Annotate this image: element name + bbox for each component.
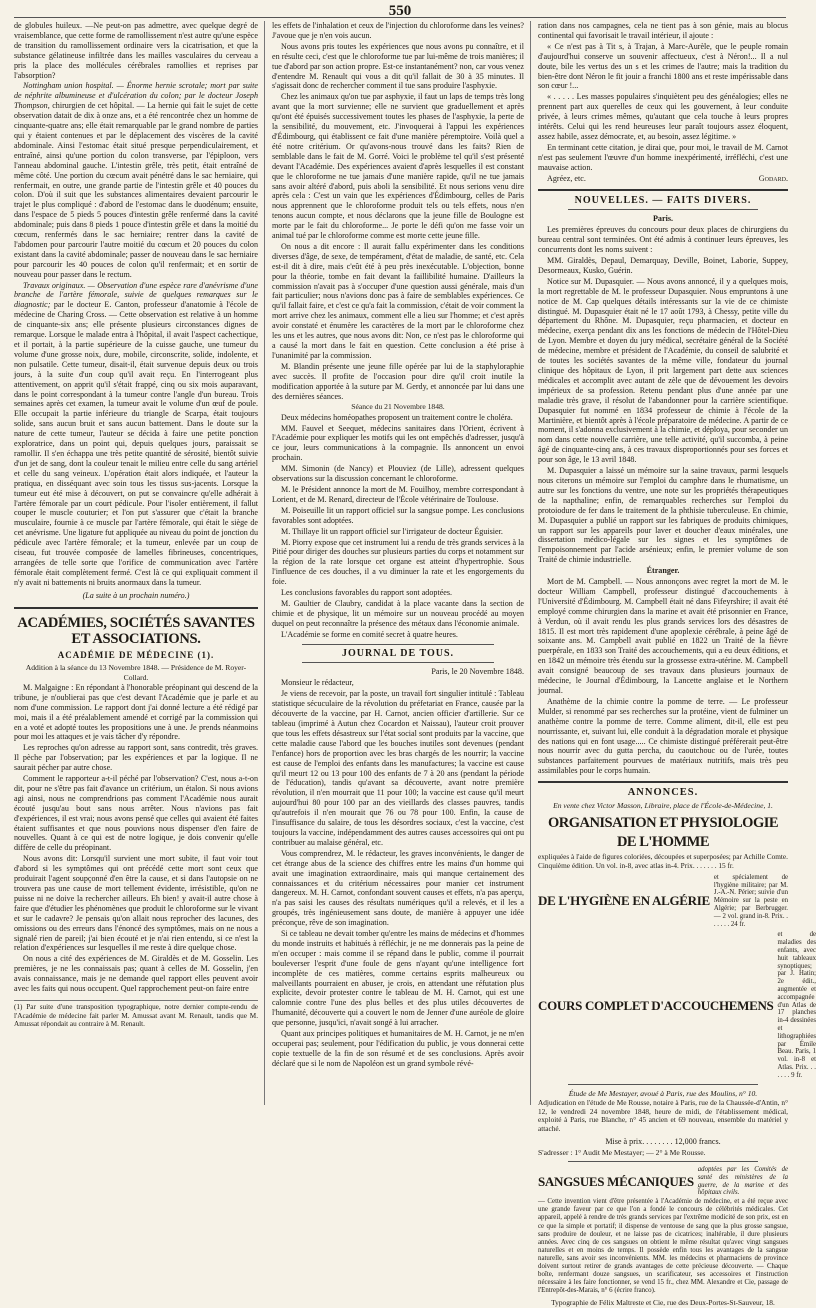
paragraph: M. Malgaigne : En répondant à l'honorable préopinant qui descend de la tribune, je n'oublierai pas que c'est devant l'Académie que je parle et au nom d'une commission. Le rapport dont j'ai donné lecture a été rédigé par moi, mais il a été préalablement amendé et corrigé par la commission qui en a voté et adopté toutes les propositions une à une. Je prends néanmoins pour moi les attaques et je vais tâcher d'y répondre. xyxy=(14,683,258,742)
section-rule xyxy=(538,781,788,783)
column-2 xyxy=(272,21,524,1105)
paragraph: M. Piorry expose que cet instrument lui a rendu de très grands services à la Pitié pour diriger des douches sur plusieurs parties du corps et notamment sur la région de la rate lorsque cet organe est atteint d'hypertrophie. Sous l'influence de ces douches, il a vu diminuer la rate et les engorgements du foie. xyxy=(272,538,524,588)
signoff-text: Agréez, etc. xyxy=(547,174,586,183)
ad-title: ORGANISATION ET PHYSIOLOGIE DE L'HOMME xyxy=(538,814,788,852)
paragraph xyxy=(14,81,258,279)
ad-note: adoptées par les Comités de santé des ministères de la guerre, de la marine et des hôpitaux civils. xyxy=(698,1166,788,1197)
paragraph: Je viens de recevoir, par la poste, un travail fort singulier intitulé : Tableau statistique sécuculaire de la révolution du préfetariat en France, causée par la découverte de la vaccine, par H. Carnot, ancien officier d'artillerie. Sur ce tableau (imprimé à Autun chez Cocardon et Naissau), l'auteur croit prouver que tous les effets désastreux sur l'état social sont produits par la vaccine, que cette maladie cause l'abord que les bouches inutiles sont devenues (pendant l'enfance) hors de proportion avec les bras chargés de les nourrir; la vaccine est cause de l'emploi des enfants dans les manufactures; la vaccine est cause qu'il meurt 12 ou 13 pour 100 des enfants de 7 à 20 ans (pendant la période de l'éducation), tandis qu'avant sa découverte, avant notre première révolution, il n'en mourrait que 11 pour 100; la vaccine est cause qu'il meurt aujourd'hui 80 pour 100 par an des vieillards des classes pauvres, tandis qu'autrefois il n'en mourait que 76 ou 78 pour 100. Enfin, la cause de l'insuffisance du salaire, de tous les désordres sociaux, c'est la vaccine, c'est toujours la vaccine, indépendamment des autres causes accessoires qui ont pu contribuer au malaise général, etc. xyxy=(272,689,524,848)
paragraph: En terminant cette citation, je dirai que, pour moi, le travail de M. Carnot n'est pas seulement l'œuvre d'un homme inexpérimenté, irréfléchi, c'est une mauvaise action. xyxy=(538,143,788,173)
paragraph: de globules huileux. —Ne peut-on pas admettre, avec quelque degré de vraisemblance, que cette forme de ramollissement n'est autre qu'une espèce de transition du ramollissement ordinaire vers la cicatrisation, et que la substance gélatineuse infiltrée dans les mailles vasculaires du cerveau a pris la place des mollécules cérébrales ramollies et reprises par l'absorption? xyxy=(14,21,258,80)
section-subheading: ACADÉMIE DE MÉDECINE (1). xyxy=(14,651,258,661)
section-heading: ANNONCES. xyxy=(538,788,788,798)
paragraph: Les premières épreuves du concours pour deux places de chirurgiens du bureau central sont terminées. Ont été admis à continuer leurs épreuves, les concurrents dont les noms suivent : xyxy=(538,225,788,255)
section-rule xyxy=(568,209,758,210)
paragraph: L'Académie se forme en comité secret à quatre heures. xyxy=(272,630,524,640)
paragraph: Nous avons pris toutes les expériences que nous avons pu connaître, et il en résulte ceci, c'est que le chloroforme tue par lui-même de trois manières; il tue d'abord par son action propre. Est-ce instantanément? non, car vous venez d'entendre M. Renault qui vous a dit qu'il fallait de 30 à 35 minutes. Il s'agissait donc de rechercher comment il tue sans produire l'asphyxie. xyxy=(272,42,524,92)
ad-text: expliquées à l'aide de figures coloriées, découpées et superposées; par Achille Comte. Cinquième édition. Un vol. in-8, avec atlas in-4. Prix. . . . . . . 15 fr. xyxy=(538,853,788,871)
header-rule xyxy=(14,17,786,18)
ad-row xyxy=(538,874,788,929)
ad-rule xyxy=(568,1161,758,1162)
paragraph: « . . . . . Les masses populaires s'inquiètent peu des généalogies; elles ne prennent part aux querelles de ceux qui les gouvernent, à leur conduite privée, à leurs crimes mêmes, qu'autant que cela touche à leurs propres intérêts. Celui qui les rend heureuses leur paraît toujours assez éloquent, assez habile, assez démocrate, et, au besoin, assez légitime. » xyxy=(538,92,788,142)
paragraph: MM. Fauvel et Seequet, médecins sanitaires dans l'Orient, écrivent à l'Académie pour expliquer les motifs qui les ont empêchés d'adresser, jusqu'à ce jour, leurs communications à la compagnie. Ils annoncent un envoi prochain. xyxy=(272,424,524,464)
section-rule xyxy=(302,662,494,663)
paragraph: Vous comprendrez, M. le rédacteur, les graves inconvénients, le danger de cet étrange abus de la science des chiffres entre les mains d'un homme qui avait une imagination extraordinaire, mais qui manque certainement des connaissances et du critérium nécessaires pour manier cet instrument dangereux. M. H. Carnot, confondant souvent causes et effets, n'a pas aperçu, n'a pas saisi les causes des résultats numériques qu'il a relevés, et il les a groupés, très ingénieusement sans doute, de manière à appuyer une idée préconçue, rêve de son imagination. xyxy=(272,849,524,928)
paragraph: Les reproches qu'on adresse au rapport sont, sans contredit, très graves. Il pèche par l'observation; par les expériences et par la logique. Il ne saurait pécher par autre chose. xyxy=(14,743,258,773)
ad-publisher: En vente chez Victor Masson, Libraire, place de l'École-de-Médecine, 1. xyxy=(538,801,788,810)
page-number: 550 xyxy=(0,3,800,20)
paragraph: MM. Giraldès, Depaul, Demarquay, Deville, Boinet, Laborie, Suppey, Desormeaux, Kusko, Guérin. xyxy=(538,256,788,276)
paragraph: Si ce tableau ne devait tomber qu'entre les mains de médecins et d'hommes du monde instruits et habitués à réfléchir, je ne me donnerais pas la peine de m'en occuper : mais comme il se répand dans le public, comme il pourrait bouleverser l'esprit d'une foule de gens n'ayant qu'une intelligence fort incomplète de ces matières, comme certains esprits malheureux ou malveillants pourraient en abuser, je crois, en attendant une réfutation plus explicite, devoir protester contre le tableau de M. H. Carnot, qui est une calomnie contre l'une des plus belles et des plus utiles découvertes de l'humanité, découverte qui a couvert le nom de Jenner d'une auréole de gloire que personne, jusqu'ici, n'avait songé à lui arracher. xyxy=(272,929,524,1028)
paragraph: les effets de l'inhalation et ceux de l'injection du chloroforme dans les veines? J'avoue que je n'en vois aucun. xyxy=(272,21,524,41)
paragraph: Deux médecins homéopathes proposent un traitement contre le choléra. xyxy=(272,413,524,423)
ad-title: SANGSUES MÉCANIQUES xyxy=(538,1177,694,1187)
paragraph: « Ce n'est pas à Tit s, à Trajan, à Marc-Aurèle, que le peuple romain d'aujourd'hui conserve un souvenir affectueux, c'est à Néron!... Il a nul doute, bile les vertus des un s et les crimes de l'autre; mais la tradition du bien-être dont Néron le fit jouir a franchi 1800 ans et reste impérissable dans son cœur !... xyxy=(538,42,788,92)
session-line: Séance du 21 Novembre 1848. xyxy=(272,402,524,411)
signature: Godard. xyxy=(750,174,788,184)
salutation: Monsieur le rédacteur, xyxy=(272,678,524,688)
column-divider xyxy=(530,21,531,1105)
paragraph: Les conclusions favorables du rapport sont adoptées. xyxy=(272,588,524,598)
ad-price: Mise à prix. . . . . . . . 12,000 francs. xyxy=(538,1137,788,1147)
section-rule xyxy=(14,607,258,609)
ad-contact: S'adresser : 1° Audit Me Mestayer; — 2° à Me Rousse. xyxy=(538,1148,788,1157)
paragraph: M. Poiseuille lit un rapport officiel sur la sangsue pompe. Les conclusions favorables sont adoptées. xyxy=(272,506,524,526)
signoff xyxy=(538,174,788,184)
article-body: chirurgien de cet hôpital. — La hernie qui fait le sujet de cette observation datait de dix à onze ans, et a été rencontrée chez un homme de cinquante-quatre ans; elle était remarquable par le grand nombre de parties qui y étaient contenues et par le déplacement des viscères de la cavité abdominale. Ainsi l'estomac était situé presque perpendiculairement, et entraîné, ainsi qu'une portion du colon transverse, par l'épiploon, vers l'anneau abdominal gauche. L'intestin grêle, très petit, était entraîné de même côté. Une portion du cœcum avait pénétré dans le sac herniaire, qui renfermait, en outre, une grande partie de l'intestin grêle et 40 pouces du colon. D'où il suit que les substances alimentaires devaient parcourir le trajet le plus compliqué : d'abord de l'estomac dans le duodénum; ensuite, dans l'espace de 5 pieds 5 pouces d'intestin grêle renfermé dans la cavité abdominale; puis dans 8 pieds 1 pouce d'intestin grêle et dans la moitié du cœcum, renfermés dans le sac herniaire; rentrer dans la cavité de l'abdomen pour parcourir l'autre moitié du cœcum et 20 pouces du colon existant dans la cavité abdominale; passer de nouveau dans le sac herniaire pour parcourir les 40 pouces de colon qu'il renfermait; et en sortir de nouveau pour passer dans le rectum. xyxy=(14,101,258,278)
article-heading: Travaux originaux. — Observation d'une espèce rare d'anévrisme d'une branche de l'artère fémorale, suivie de quelques remarques sur le diagnostic; xyxy=(14,281,258,310)
article-heading: Nottingham union hospital. — Énorme hernie scrotale; mort par suite de néphrite albumineuse et d'ulcération du colon; par le docteur Joseph Thompson, xyxy=(14,81,258,110)
section-rule xyxy=(302,644,494,645)
ad-note: et spécialement de l'hygiène militaire; par M. J.-A.-N. Périer; suivie d'un Mémoire sur la peste en Algérie; par Berbrugger. — 2 vol. grand in-8. Prix. . . . . . . 24 fr. xyxy=(714,874,788,929)
ad-title: DE L'HYGIÈNE EN ALGÉRIE xyxy=(538,896,710,906)
paragraph: On nous a dit encore : Il aurait fallu expérimenter dans les conditions diverses d'âge, de sexe, de tempérament, d'état de maladie, de santé, etc. Cela est-il dit à dire, mais c'eût été à peu près inexécutable. L'objection, bonne pour la théorie, tombe en fait devant la faillibilité humaine. D'ailleurs la commission n'avait pas à s'occuper d'une question aussi générale, mais d'un fait particulier; nous n'avions donc pas à faire de semblables expériences. Ce qu'il fallait faire, et c'est ce qu'a fait la commission, c'était de voir comment la mort arrive chez les animaux, comment elle a lieu sur l'homme; et c'est après avoir constaté et énumère les caractères de la mort par le chloroforme chez les uns et les autres, que nous avons dit: Non, ce n'est pas le chloroforme qui a causé la mort dans le fait en question. Cette conclusion a été prise à l'unanimité par la commission. xyxy=(272,242,524,361)
paragraph: ration dans nos campagnes, cela ne tient pas à son génie, mais au blocus continental qui favorisait le travail intérieur, il ajoute : xyxy=(538,21,788,41)
ad-rule xyxy=(568,1084,758,1085)
section-heading: JOURNAL DE TOUS. xyxy=(272,649,524,659)
subsection-title: Paris. xyxy=(538,214,788,224)
article-body: par le docteur E. Canton, professeur d'anatomie à l'école de médecine de Charing Cross. — Cette observation est relative à un homme de cinquante-six ans; elle présente plusieurs circonstances dignes de remarque. Lorsque le malade entra à l'hôpital, il avait l'aspect cachectique, et il portait, à la partie supérieure de la cuisse gauche, une tumeur du volume d'une grosse noix, dure, mobile, circonscrite, solide, indolente, et non pulsatile. Cette tumeur, disait-il, était survenue depuis deux ou trois jours, à la suite d'un coup qu'il avait reçu. En l'interrogeant plus attentivement, on apprit qu'il s'était frappé, cinq ou six mois auparavant, dans le point correspondant à la tumeur contre l'angle d'un bureau. Trois semaines après cet examen, la tumeur avait le volume d'un œuf de poule. Elle occupait la partie inférieure du triangle de Scarpa, était toujours solide, sans aucun bruit et sans aucun battement. Dans le doute sur la nature de cette tumeur, l'auteur se décida à faire une petite ponction exploratrice, dans un point qui, depuis quelques jours, paraissait se ramollir. Il s'en échappa une très petite quantité de sérosité, bientôt suivie d'un jet de sang, dont la couleur tenait le milieu entre celle du sang artériel et celle du sang veineux. L'opération était alors indiquée, et l'auteur la pratiqua, en disséquant avec soin tous les tissus sus-jacents. Lorsque la tumeur eut été mise à découvert, on put se convaincre qu'elle adhérait à l'artère fémorale par un court pédicule. Pour l'isoler entièrement, il fallut couper le muscle couturier; et l'on put s'assurer que c'était la branche musculaire, fournie à ce muscle par l'artère fémorale, qui était le siège de cet anévrisme. Une ligature fut appliquée au niveau du point de jonction du pédicule avec l'artère fémorale; et la tumeur, enlevée par un coup de ciseau, fut trouvée composée de lamelles fibrineuses, concentriques, arrangées de telle sorte que l'orifice de communication avec l'artère fémorale était complètement fermé. C'est là ce qui expliquait comment il n'y avait ni battements ni bruits anormaux dans la tumeur. xyxy=(14,300,258,586)
paragraph: Notice sur M. Dupasquier. — Nous avons annoncé, il y a quelques mois, la mort regrettable de M. le professeur Dupasquier. Nous empruntons à une notice de M. Cap quelques détails intéressants sur la vie de ce chimiste distingué. M. Dupasquier était né le 17 août 1793, à Chessy, petite ville du département du Rhône. M. Dupasquier, reçu pharmacien, et docteur en médecine, exerça pendant dix ans les fonctions de médecin de l'Hôtel-Dieu de Lyon. Membre et doyen du jury médical, secrétaire général de la Société de médecine, membre et président de l'Académie, du conseil de salubrité et de toutes les sociétés savantes de la même ville, fondateur du journal clinique des hôpitaux de Lyon, il prit largement part dette aux sciences médicales et accomplit avec autant de zèle que de dévouement les devoirs impérieux de sa profession. Retenu pendant plus d'une année par une maladie très grave, il résolut de l'abandonner pour la carrière scientifique. Dupasquier fut nommé en 1834 professeur de chimie à l'école de la Martinière, et bientôt après à l'école préparatoire de médecine. A partir de ce moment, il s'adonna exclusivement à la chimie, et déploya, pour seconder un nom dans cette nouvelle carrière, une telle activité, qu'il succomba, à peine âgé de cinquante-cinq ans, à ces travaux disproportionnés pour ses forces et pour son âge, le 13 avril 1848. xyxy=(538,277,788,465)
paragraph: Mort de M. Campbell. — Nous annonçons avec regret la mort de M. le docteur William Campbell, professeur distingué d'accouchements à l'Université d'Édimbourg. M. Campbell était né dans Fifeyrshire; il avait été employé comme chirurgien dans la marine et avait été prisonnier en France, à Verdun, où il avait rendu les plus grands services lors des désastres de 1815. Il est mort très rapidement d'une apoplexie cérébrale, à peine âgé de soixante ans. M. Campbell avait publié en 1822 un Traité de la fièvre puerpérale, en 1833 son Traité des accouchements, qui a eu deux éditions, et en 1842 un mémoire très étendu sur la grossesse extra-utérine. M. Campbell avait consigné beaucoup de ses travaux dans plusieurs journaux de médecine, le Journal d'Édimbourg, la Lancette anglaise et le Northern journal. xyxy=(538,577,788,696)
ad-text: Adjudication en l'étude de Me Rousse, notaire à Paris, rue de la Chaussée-d'Antin, n° 12, le vendredi 24 novembre 1848, heure de midi, de l'établissement médical, exploité à Paris, rue Blanche, n° 45 ancien et 69 nouveau, ensemble du matériel y attaché. xyxy=(538,1099,788,1134)
paragraph: On nous a cité des expériences de M. Giraldès et de M. Gosselin. Les premières, je ne les connaissais pas; quant à celles de M. Gosselin, j'en avais connaissance, mais je ne demande quel rapport elles peuvent avoir avec les faits qui nous occupent. Quel rapprochement peut-on faire entre xyxy=(14,954,258,994)
paragraph: M. Blandin présente une jeune fille opérée par lui de la staphyloraphie avec succès. Il profite de l'occasion pour dire qu'il croit inutile la modification apportée à la suture par M. Gerdy, et annoncée par lui dans une des dernières séances. xyxy=(272,362,524,402)
ad-note: et de maladies des enfants, avec huit tableaux synoptiques; par J. Hatin; 2e édit., augmentée et accompagnée d'un Atlas de 17 planches in-4 dessinées et lithographiées par Émile Beau. Paris, 1 vol. in-8 et Atlas. Prix. . . . . . . 9 fr. xyxy=(778,931,816,1079)
column-divider xyxy=(264,21,265,1105)
paragraph: MM. Simonin (de Nancy) et Plouviez (de Lille), adressent quelques observations sur la discussion concernant le chloroforme. xyxy=(272,464,524,484)
dateline: Paris, le 20 Novembre 1848. xyxy=(272,667,524,677)
paragraph: M. Gaultier de Claubry, candidat à la place vacante dans la section de chimie et de physique, lit un mémoire sur un nouveau procédé au moyen duquel on peut reconnaître la présence des métaux dans l'économie animale. xyxy=(272,599,524,629)
paragraph: M. Thillaye lit un rapport officiel sur l'irrigateur de docteur Éguisier. xyxy=(272,527,524,537)
paragraph xyxy=(14,281,258,588)
column-3 xyxy=(538,21,788,1105)
section-heading: NOUVELLES. — FAITS DIVERS. xyxy=(538,196,788,206)
paragraph: Quant aux principes politiques et humanitaires de M. H. Carnot, je ne m'en occuperai pas; seulement, pour l'édification du public, je vous donnerai cette copie textuelle de la fin de son résumé et de ses conclusions. Après avoir déclaré que si le nom de Napoléon est un grand symbole révé- xyxy=(272,1029,524,1069)
section-rule xyxy=(538,189,788,191)
ad-text: — Cette invention vient d'être présentée à l'Académie de médecine, et a été reçue avec une grande faveur par ce que l'on a fondé le concours de célébrités médicales. Cet appareil, appelé à rendre de très grands services par l'extrême modicité de son prix, est en ce que la simple et portatif; il dispense de ventouse de sang que la plus grosse sangsue, sans produire de douleur, et ne laisse pas de cicatrices; inaltérable, il dure plusieurs années. Avec cinq de ces sangsues on obtient le même résultat qu'avec vingt sangsues naturelles et en moins de temps. Il possède enfin tous les avantages de la sangsue naturelle, sans avoir ses inconvénients. MM. les médecins et pharmaciens de province doivent surtout retirer de grands avantages de cette précieuse découverte. — Chaque boîte, renfermant douze sangsues, un scarificateur, ses accessoires et l'instruction nécessaire à les faire fonctionner, se vend 15 fr., chez MM. Alexandre et Cie, passage de l'Entrepôt-des-Marais, n° 6 (écrire franco). xyxy=(538,1198,788,1295)
section-heading: ACADÉMIES, SOCIÉTÉS SAVANTES ET ASSOCIATIONS. xyxy=(14,615,258,647)
paragraph: Anathème de la chimie contre la pomme de terre. — Le professeur Mulder, si renommé par ses recherches sur la protéine, vient de fulminer un anathème contre la pomme de terre. Comme aliment, dit-il, elle est peu nourrissante, et, suivant lui, elle conduit à la dégradation morale et physique des nations qui en font usage..... Ce chimiste distingué préférerait peut-être nous nourrir avec du gutta percha, du caoutchouc ou de l'urée, toutes substances parfaitement pourvues de matériaux nutritifs, mais très peu assimilables pour le corps humain. xyxy=(538,697,788,776)
paragraph: M. Dupasquier a laissé un mémoire sur la saine travaux, parmi lesquels nous citerons un mémoire sur l'emploi du camphre dans le rhumatisme, un autre sur les fonctions du ventre, une note sur les propriétés thérapeutiques de la napthaline; enfin, de remarquables recherches sur l'emploi du protoiodure de fer dans le traitement de la phthisie tuberculeuse. En chimie, M. Dupasquier a publié un rapport sur les fabriques de produits chimiques, un rapport sur les appareils pour laver et doucher d'eaux minérales, une dissertation médico-légale sur les signes et les symptômes de l'empoisonnement par l'acide arsénieux; enfin, le premier volume de son Traité de chimie industrielle. xyxy=(538,466,788,565)
ad-heading: Étude de Me Mestayer, avoué à Paris, rue des Moulins, n° 10. xyxy=(538,1089,788,1098)
column-1 xyxy=(14,21,258,1105)
paragraph: M. le Président annonce la mort de M. Fouilhoy, membre correspondant à Lorient, et de M. Renard, directeur de l'École vétérinaire de Toulouse. xyxy=(272,485,524,505)
ad-title: COURS COMPLET D'ACCOUCHEMENS xyxy=(538,1001,774,1011)
session-line: Addition à la séance du 13 Novembre 1848. — Présidence de M. Royer-Collard. xyxy=(14,663,258,681)
paragraph: Comment le rapporteur a-t-il péché par l'observation? C'est, nous a-t-on dit, pour ne s'être pas fait d'avance un critérium, un étalon. Si nous avions agi ainsi, nous ne comprendrions pas comment l'Académie nous aurait écouté jusqu'au bout sans nous arrêter. Nous n'avions pas fait d'expériences, il est vrai; nous avons pensé que celles qui avaient été faites étaient suffisantes et que nous pouvions nous dispenser d'en faire de nouvelles. Quant à ce qui est de notre logique, je dois convenir qu'elle diffère de celle du préopinant. xyxy=(14,774,258,853)
continuation-note: (La suite à un prochain numéro.) xyxy=(14,591,258,601)
printer-line: Typographie de Félix Maltreste et Cie, rue des Deux-Portes-St-Sauveur, 18. xyxy=(538,1298,788,1308)
ad-row xyxy=(538,1166,788,1197)
ad-row xyxy=(538,931,788,1079)
footnote: (1) Par suite d'une transposition typographique, notre dernier compte-rendu de l'Académie de médecine fait parler M. Amussat avant M. Renault, tandis que M. Amussat répondait au contraire à M. Renault. xyxy=(14,1000,258,1029)
paragraph: Nous avons dit: Lorsqu'il survient une mort subite, il faut voir tout d'abord si les symptômes qui ont précédé cette mort sont ceux que produirait l'agent soupçonné d'en être la cause, et si dans l'autopsie on ne trouvera pas une cause de mort tellement évidente, irrésistible, qu'on ne puisse ni ne doive la rechercher ailleurs. Eh bien! y avait-il autre chose à faire que d'étudier les phénomènes que produit le chloroforme sur le vivant et sur le cadavre? Je pensais qu'on allait nous reprocher des lacunes, des omissions ou des erreurs dans l'énoncé des symptômes, mais on ne nous a signalé rien de pareil; j'ai bien écouté et je n'ai rien entendu, si ce n'est la relation d'expériences sur lesquelles il me reste à dire quelque chose. xyxy=(14,854,258,953)
paragraph: Chez les animaux qu'on tue par asphyxie, il faut un laps de temps très long avant que la mort survienne; elle ne survient que graduellement et après qu'ont été épuisés successivement toutes les phases de l'asphyxie, la perte de la sensibilité, du mouvement, etc. J'invoquerai à l'appui les expériences d'Édimbourg, qui établissent ce fait d'une manière péremptoire. Voilà quel a été notre critérium. Or qu'avons-nous trouvé dans les faits? Rien de semblable dans le fait de M. Gorré. Voici le problème tel qu'il s'est présenté devant l'Académie. Des expériences avaient d'après lesquelles il est constant que le chloroforme ne tue jamais d'une manière rapide, qu'il ne tue jamais sans avoir altéré d'abord, puis aboli la sensibilité. Et nous serions venu dire après cela : C'est un vain que les expériences d'Édimbourg, celles de Paris nous apprennent que le chloroforme produit tels ou tels effets, nous n'en tenons aucun compte, et nous déclarons que la jeune fille de Boulogne est morte par le fait du chloroforme... Je porte le défi qu'on me fasse voir un animal tué par le chloroforme comme est morte cette jeune fille. xyxy=(272,92,524,241)
subsection-title: Étranger. xyxy=(538,566,788,576)
